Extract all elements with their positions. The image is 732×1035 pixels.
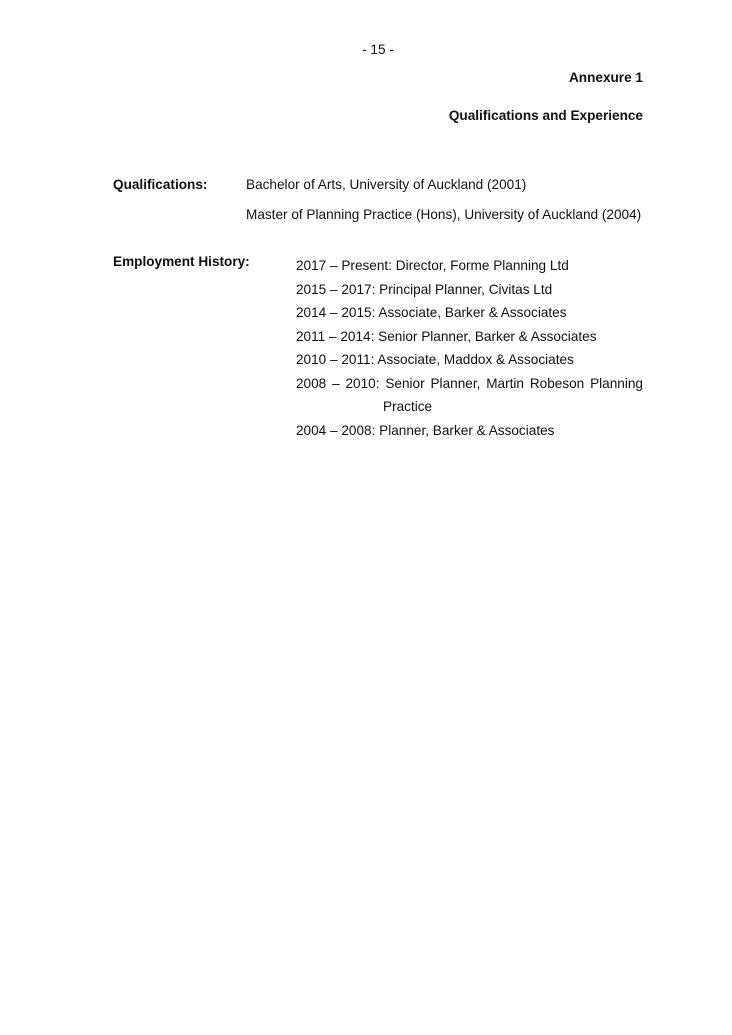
- page-number: - 15 -: [362, 42, 394, 57]
- employment-history-list: [296, 254, 643, 442]
- employment-item: 2017 – Present: Director, Forme Planning Ltd: [296, 258, 569, 273]
- qualification-item: Bachelor of Arts, University of Auckland (2001): [246, 177, 527, 192]
- employment-item-continuation: Practice: [383, 399, 433, 414]
- employment-item: 2004 – 2008: Planner, Barker & Associates: [296, 422, 555, 438]
- annexure-title: Annexure 1: [568, 70, 643, 85]
- annexure-subtitle: Qualifications and Experience: [448, 108, 643, 123]
- employment-item: 2011 – 2014: Senior Planner, Barker & Associates: [296, 328, 597, 344]
- employment-item: 2014 – 2015: Associate, Barker & Associates: [296, 305, 567, 320]
- qualification-item: Master of Planning Practice (Hons), University of Auckland (2004): [246, 207, 642, 222]
- employment-item: 2015 – 2017: Principal Planner, Civitas Ltd: [296, 281, 553, 297]
- employment-history-label: Employment History:: [113, 254, 250, 269]
- qualifications-label: Qualifications:: [113, 177, 208, 192]
- employment-item: 2010 – 2011: Associate, Maddox & Associates: [296, 352, 574, 367]
- employment-item: 2008 – 2010: Senior Planner, Martin Robeson Planning: [296, 375, 643, 391]
